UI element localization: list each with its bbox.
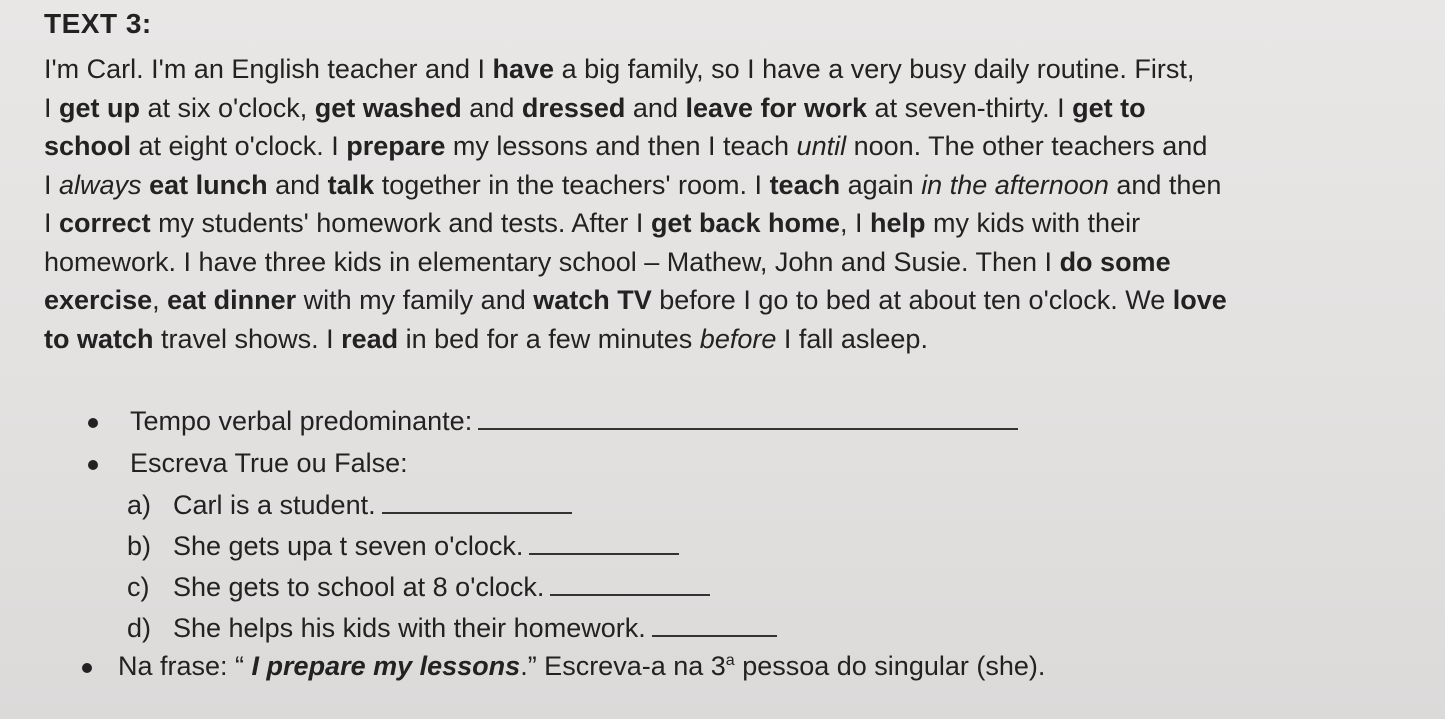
bold-phrase: teach [769, 169, 841, 200]
text-segment: noon. The other teachers and [846, 131, 1208, 161]
question-true-false-label: Escreva True ou False: [130, 448, 408, 478]
text-heading: TEXT 3: [44, 8, 152, 39]
bold-phrase: get up [59, 92, 141, 123]
text-segment [142, 170, 150, 200]
answer-blank[interactable] [652, 634, 777, 637]
tf-item-b [127, 531, 679, 562]
text-segment: at six o'clock, [140, 92, 315, 123]
rewrite-quote: I prepare my lessons [251, 651, 521, 681]
paragraph-line [44, 50, 1424, 89]
item-letter: d) [127, 613, 152, 643]
bold-phrase: love [1172, 285, 1227, 315]
bold-phrase: do some [1059, 246, 1171, 277]
text-segment: I [44, 92, 60, 123]
bold-phrase: get back home [650, 208, 840, 238]
text-segment: I fall asleep. [776, 323, 928, 354]
text-segment: my lessons and then I teach [445, 131, 797, 161]
bold-phrase: eat dinner [167, 285, 297, 315]
bold-phrase: leave for work [685, 92, 868, 123]
item-letter: c) [127, 572, 150, 602]
bold-phrase: dressed [521, 92, 626, 123]
bullet-icon [88, 418, 98, 428]
text-segment: before I go to bed at about ten o'clock. We [651, 285, 1173, 315]
bold-phrase: get washed [314, 92, 462, 123]
paragraph-line [44, 127, 1424, 166]
bold-phrase: eat lunch [149, 169, 268, 200]
bold-phrase: school [44, 131, 132, 161]
bold-phrase: watch TV [533, 285, 652, 315]
italic-phrase: always [59, 169, 142, 200]
italic-phrase: until [796, 131, 847, 161]
person-superscript: a [725, 652, 735, 669]
bold-phrase: have [492, 54, 555, 84]
text-segment: with my family and [296, 285, 534, 315]
rewrite-suffix: pessoa do singular (she). [734, 651, 1046, 681]
item-text: She gets upa t seven o'clock. [173, 531, 524, 561]
rewrite-prefix: Na frase: “ [118, 651, 252, 681]
bullet-icon [82, 663, 92, 673]
bold-phrase: prepare [346, 131, 446, 161]
bold-phrase: help [870, 208, 926, 238]
text-segment: I [44, 208, 60, 238]
person-number: 3 [710, 651, 726, 681]
text-segment: and [625, 92, 686, 123]
text-segment: at eight o'clock. I [131, 131, 347, 161]
paragraph-line [44, 166, 1424, 205]
paragraph-line [44, 281, 1424, 320]
reading-paragraph [44, 50, 1424, 358]
bold-phrase: exercise [44, 285, 153, 315]
text-segment: my kids with their [925, 208, 1141, 238]
text-segment: homework. I have three kids in elementary school – Mathew, John and Susie. Then I [44, 246, 1060, 277]
paragraph-line [44, 320, 1424, 359]
question-rewrite [118, 651, 1045, 682]
item-letter: b) [127, 531, 152, 561]
answer-blank[interactable] [550, 593, 710, 596]
bold-phrase: correct [59, 208, 151, 238]
paragraph-line [44, 89, 1424, 128]
question-tense-label: Tempo verbal predominante: [130, 406, 473, 436]
text-segment: , I [840, 208, 871, 238]
rewrite-middle: .” Escreva-a na [520, 651, 711, 681]
question-true-false [130, 448, 408, 479]
text-segment: my students' homework and tests. After I [150, 208, 651, 238]
italic-phrase: before [699, 323, 777, 354]
item-text: She gets to school at 8 o'clock. [173, 572, 545, 602]
paragraph-line [44, 204, 1424, 243]
text-segment: and then [1108, 169, 1222, 200]
text-segment: and [461, 92, 522, 123]
text-segment: in bed for a few minutes [398, 323, 700, 354]
text-segment: I'm Carl. I'm an English teacher and I [44, 54, 493, 84]
answer-blank[interactable] [529, 552, 679, 555]
bold-phrase: get to [1072, 92, 1146, 123]
bold-phrase: read [341, 323, 399, 354]
text-segment: I [44, 169, 60, 200]
text-segment: again [840, 169, 922, 200]
paragraph-line [44, 243, 1424, 282]
text-segment: and [267, 169, 328, 200]
question-tense [130, 406, 1018, 437]
text-segment: together in the teachers' room. I [374, 169, 770, 200]
text-segment: at seven-thirty. I [867, 92, 1073, 123]
tf-item-c [127, 572, 710, 603]
answer-blank[interactable] [382, 511, 572, 514]
bold-phrase: talk [327, 169, 375, 200]
item-letter: a) [127, 490, 152, 520]
tf-item-d [127, 613, 777, 644]
answer-blank[interactable] [478, 427, 1018, 430]
bullet-icon [88, 460, 98, 470]
text-segment: a big family, so I have a very busy daily routine. First, [554, 54, 1195, 84]
tf-item-a [127, 490, 572, 521]
text-segment: , [152, 285, 168, 315]
text-segment: travel shows. I [153, 323, 342, 354]
item-text: She helps his kids with their homework. [173, 613, 646, 643]
bold-phrase: to watch [44, 323, 154, 354]
italic-phrase: in the afternoon [921, 169, 1109, 200]
item-text: Carl is a student. [173, 490, 376, 520]
